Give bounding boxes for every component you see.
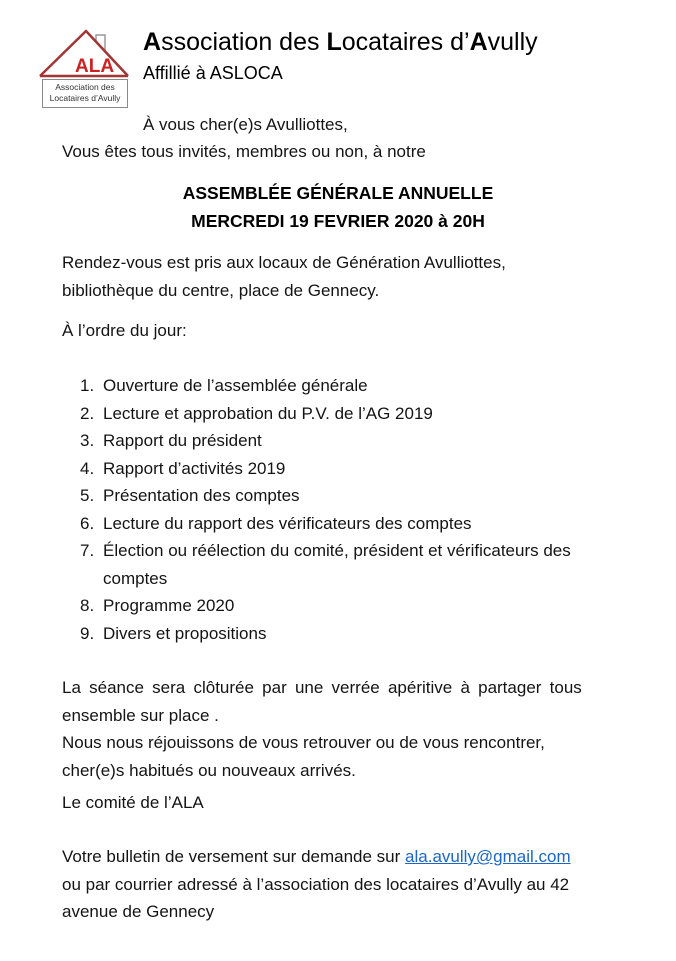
footer-line3: avenue de Gennecy bbox=[62, 902, 215, 921]
location-line2: bibliothèque du centre, place de Gennecy. bbox=[62, 280, 380, 300]
page-title bbox=[143, 27, 538, 58]
greeting-line2: Vous êtes tous invités, membres ou non, à notre bbox=[62, 142, 426, 161]
signature-line: Le comité de l’ALA bbox=[62, 793, 204, 812]
closing-p1-line1: La séance sera clôturée par une verrée apéritive à partager tous bbox=[62, 678, 582, 697]
meeting-heading-line2: MERCREDI 19 FEVRIER 2020 à 20H bbox=[191, 211, 485, 231]
list-item bbox=[80, 400, 628, 428]
list-item bbox=[80, 427, 628, 455]
footer-line2: ou par courrier adressé à l’association des locataires d’Avully au 42 bbox=[62, 874, 570, 894]
list-item-number: 6. bbox=[80, 513, 95, 533]
title-part: L bbox=[326, 28, 342, 56]
logo-caption-line1: Association des bbox=[55, 82, 115, 92]
title-part: ocataires d’ bbox=[341, 28, 470, 56]
list-item-number: 9. bbox=[80, 623, 95, 643]
list-item-text: Programme 2020 bbox=[103, 596, 235, 615]
title-part: ssociation des bbox=[161, 28, 327, 56]
list-item-number: 7. bbox=[80, 541, 95, 560]
title-part: vully bbox=[487, 28, 538, 56]
logo-caption-box bbox=[42, 79, 128, 108]
list-item bbox=[80, 372, 628, 400]
list-item bbox=[80, 482, 628, 510]
closing-p2-line2: cher(e)s habitués ou nouveaux arrivés. bbox=[62, 760, 356, 780]
list-item bbox=[80, 620, 628, 648]
agenda-label: À l’ordre du jour: bbox=[62, 321, 187, 340]
closing-p2-line1: Nous nous réjouissons de vous retrouver ou de vous rencontrer, bbox=[62, 733, 545, 752]
closing-p1-line2: ensemble sur place . bbox=[62, 705, 219, 725]
logo-ala-text: ALA bbox=[75, 56, 115, 77]
list-item-number: 5. bbox=[80, 486, 95, 505]
location-line1: Rendez-vous est pris aux locaux de Génération Avulliottes, bbox=[62, 253, 506, 272]
meeting-heading bbox=[0, 179, 676, 235]
list-item-text: Rapport d’activités 2019 bbox=[103, 458, 286, 478]
list-item-text: Élection ou réélection du comité, président et vérificateurs des bbox=[103, 541, 571, 560]
list-item-number: 3. bbox=[80, 431, 95, 450]
footer-paragraph bbox=[62, 843, 624, 926]
title-part: A bbox=[469, 28, 488, 56]
email-link[interactable]: ala.avully@gmail.com bbox=[405, 847, 571, 866]
footer-line1-text: Votre bulletin de versement sur demande sur bbox=[62, 847, 406, 866]
list-item-text: Ouverture de l’assemblée générale bbox=[103, 376, 368, 395]
greeting-line1: À vous cher(e)s Avulliottes, bbox=[143, 115, 348, 134]
closing-paragraph-1 bbox=[62, 674, 616, 729]
greeting-paragraph bbox=[62, 111, 622, 165]
meeting-heading-line1: ASSEMBLÉE GÉNÉRALE ANNUELLE bbox=[182, 183, 494, 203]
list-item-text: comptes bbox=[103, 568, 168, 588]
list-item-number: 4. bbox=[80, 458, 95, 478]
list-item bbox=[80, 592, 628, 620]
list-item-text: Présentation des comptes bbox=[103, 486, 300, 505]
list-item-number: 1. bbox=[80, 376, 95, 395]
header bbox=[143, 27, 538, 85]
list-item-text: Lecture du rapport des vérificateurs des comptes bbox=[103, 513, 472, 533]
list-item bbox=[80, 455, 628, 483]
title-part: A bbox=[143, 28, 162, 56]
closing-paragraph-2 bbox=[62, 729, 624, 784]
affiliation-subtitle: Affillié à ASLOCA bbox=[143, 63, 283, 83]
house-logo-icon bbox=[36, 26, 132, 80]
location-paragraph bbox=[62, 249, 624, 304]
list-item-number: 2. bbox=[80, 403, 95, 423]
association-logo bbox=[36, 26, 132, 108]
list-item-text: Rapport du président bbox=[103, 431, 262, 450]
footer-line1 bbox=[62, 843, 624, 871]
list-item-number: 8. bbox=[80, 596, 95, 615]
list-item bbox=[80, 510, 628, 538]
logo-caption-line2: Locataires d’Avully bbox=[49, 93, 121, 103]
agenda-list bbox=[80, 372, 628, 647]
list-item bbox=[80, 537, 628, 592]
list-item-text: Lecture et approbation du P.V. de l’AG 2019 bbox=[103, 403, 433, 423]
list-item-text: Divers et propositions bbox=[103, 623, 267, 643]
